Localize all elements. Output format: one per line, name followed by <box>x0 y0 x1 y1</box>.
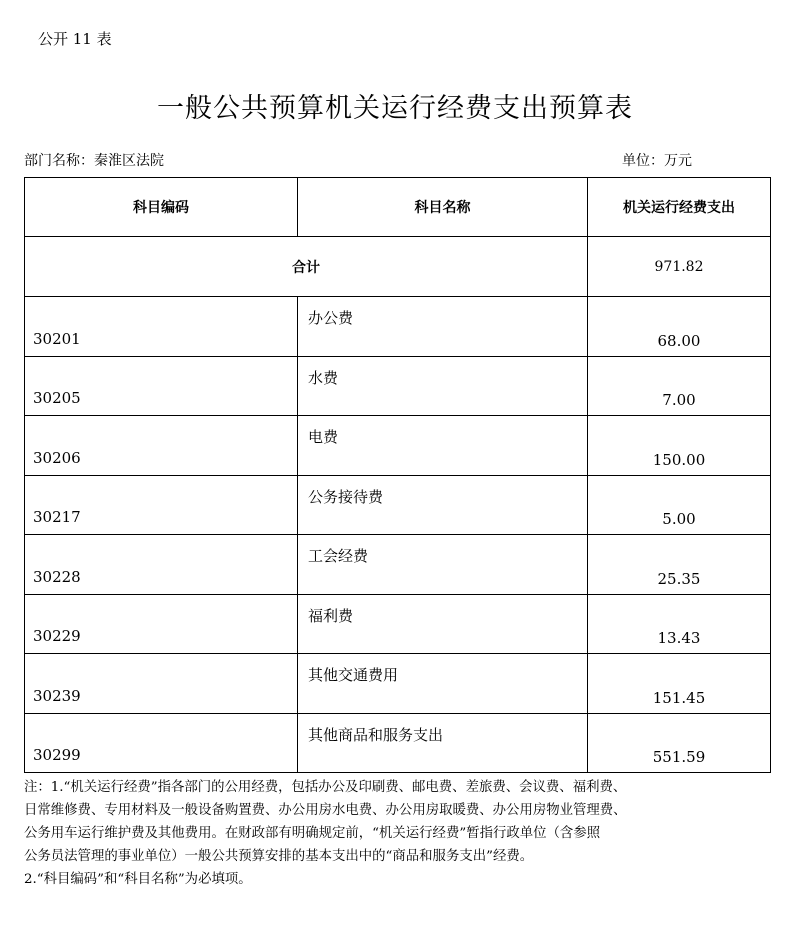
footnote-line: 公务员法管理的事业单位）一般公共预算安排的基本支出中的“商品和服务支出”经费。 <box>24 849 534 864</box>
row-name: 办公费 <box>308 309 354 327</box>
row-name: 其他交通费用 <box>308 666 399 684</box>
table-row <box>25 654 771 714</box>
row-amount: 13.43 <box>657 629 701 647</box>
column-header-code: 科目编码 <box>25 178 298 237</box>
table-row <box>25 594 771 654</box>
row-name: 工会经费 <box>308 547 369 565</box>
row-code: 30205 <box>33 389 81 407</box>
row-code: 30206 <box>33 448 81 467</box>
row-name: 电费 <box>308 428 339 446</box>
row-amount: 68.00 <box>657 331 701 350</box>
column-header-name: 科目名称 <box>298 178 588 237</box>
table-row <box>25 475 771 535</box>
row-code: 30201 <box>33 329 81 348</box>
row-code: 30299 <box>33 746 81 764</box>
total-row <box>25 237 771 297</box>
page-title: 一般公共预算机关运行经费支出预算表 <box>157 93 633 124</box>
table-header-row <box>25 178 771 237</box>
row-name: 其他商品和服务支出 <box>308 725 444 744</box>
footnote-line: 公务用车运行维护费及其他费用。在财政部有明确规定前，“机关运行经费”暂指行政单位（含参照 <box>24 826 601 841</box>
footnote-line: 2.“科目编码”和“科目名称”为必填项。 <box>24 872 252 887</box>
footnote-line: 注：1.“机关运行经费”指各部门的公用经费，包括办公及印刷费、邮电费、差旅费、会议费、福利费、 <box>24 780 627 795</box>
row-amount: 25.35 <box>657 569 701 588</box>
row-code: 30239 <box>33 686 81 705</box>
column-header-amount: 机关运行经费支出 <box>588 178 771 237</box>
row-amount: 151.45 <box>652 688 706 707</box>
table-row <box>25 713 771 773</box>
row-amount: 150.00 <box>652 450 706 469</box>
department-name: 部门名称：秦淮区法院 <box>24 153 164 169</box>
total-amount: 971.82 <box>588 237 771 297</box>
row-name: 公务接待费 <box>308 487 384 506</box>
row-name: 水费 <box>308 368 339 387</box>
row-code: 30229 <box>33 627 81 645</box>
table-row <box>25 297 771 357</box>
unit-label: 单位：万元 <box>622 153 692 169</box>
table-row <box>25 535 771 595</box>
row-amount: 5.00 <box>662 510 696 528</box>
total-label: 合计 <box>25 237 588 297</box>
row-code: 30228 <box>33 567 81 586</box>
row-name: 福利费 <box>308 606 354 625</box>
budget-table <box>24 177 771 773</box>
footnote-line: 日常维修费、专用材料及一般设备购置费、办公用房水电费、办公用房取暖费、办公用房物业管理费、 <box>24 803 627 818</box>
table-row <box>25 356 771 416</box>
table-row <box>25 416 771 476</box>
row-amount: 551.59 <box>652 748 706 766</box>
row-amount: 7.00 <box>662 391 696 409</box>
row-code: 30217 <box>33 508 81 526</box>
document-label: 公开 11 表 <box>38 30 112 48</box>
footnotes <box>24 776 774 891</box>
